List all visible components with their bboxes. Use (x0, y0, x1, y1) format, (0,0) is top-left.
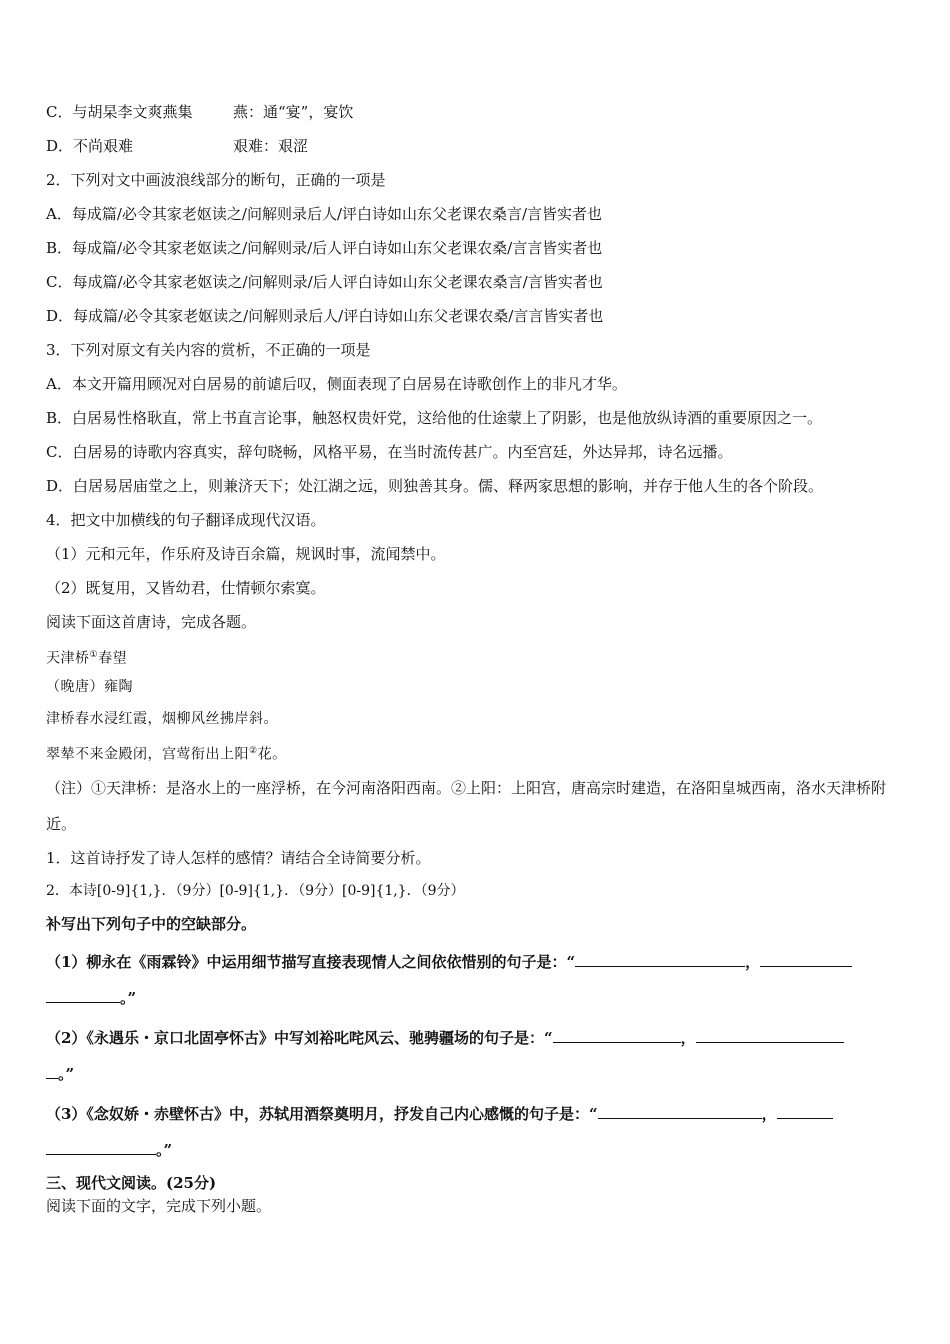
fill-item-1: （1）柳永在《雨霖铃》中运用细节描写直接表现情人之间依依惜别的句子是：“ ， 。” (46, 944, 908, 1016)
question-2-option-b: B．每成篇/必令其家老妪读之/问解则录/后人评白诗如山东父老课农桑/言言皆实者也 (46, 239, 603, 257)
question-3-option-a: A．本文开篇用顾况对白居易的前谑后叹，侧面表现了白居易在诗歌创作上的非凡才华。 (46, 375, 627, 393)
poem-question-2: 2．本诗[0-9]{1,}．（9分）[0-9]{1,}．（9分）[0-9]{1,}．（9分） (46, 883, 465, 899)
footnote-marker: ② (249, 746, 258, 756)
answer-blank[interactable] (760, 948, 852, 967)
question-2-option-c: C．每成篇/必令其家老妪读之/问解则录/后人评白诗如山东父老课农桑言/言皆实者也 (46, 273, 603, 291)
answer-blank[interactable] (696, 1024, 844, 1043)
question-2-option-d: D．每成篇/必令其家老妪读之/问解则录后人/评白诗如山东父老课农桑/言言皆实者也 (46, 307, 604, 325)
poem-line-2: 翠辇不来金殿闭，宫莺衔出上阳②花。 (46, 746, 287, 763)
question-2-stem: 2．下列对文中画波浪线部分的断句，正确的一项是 (46, 171, 386, 189)
fill-item-3: （3）《念奴娇・赤壁怀古》中，苏轼用酒祭奠明月，抒发自己内心感慨的句子是：“ ， 。” (46, 1096, 908, 1168)
option-label: D．不尚艰难 (46, 137, 134, 155)
poem-intro: 阅读下面这首唐诗，完成各题。 (46, 613, 257, 631)
document-page (46, 98, 908, 1218)
answer-blank-cont[interactable] (46, 1136, 156, 1155)
footnote-marker: ① (89, 650, 99, 660)
answer-blank-cont[interactable] (46, 1060, 58, 1079)
poem-note: （注）①天津桥：是洛水上的一座浮桥，在今河南洛阳西南。②上阳：上阳宫，唐高宗时建造，在洛阳皇城西南，洛水天津桥附近。 (46, 779, 887, 833)
question-4-item-1: （1）元和元年，作乐府及诗百余篇，规讽时事，流闻禁中。 (46, 545, 446, 563)
question-4-stem: 4．把文中加横线的句子翻译成现代汉语。 (46, 511, 326, 529)
poem-title: 天津桥①春望 (46, 650, 128, 667)
answer-blank-cont[interactable] (46, 984, 120, 1003)
poem-question-1: 1．这首诗抒发了诗人怎样的感情？请结合全诗简要分析。 (46, 849, 431, 867)
answer-blank[interactable] (553, 1024, 681, 1043)
poem-line-1: 津桥春水浸红霞，烟柳风丝拂岸斜。 (46, 711, 278, 727)
option-c-prev (46, 98, 908, 132)
fill-heading: 补写出下列句子中的空缺部分。 (46, 915, 257, 933)
answer-blank[interactable] (777, 1100, 833, 1119)
answer-blank[interactable] (598, 1100, 762, 1119)
question-3-option-c: C．白居易的诗歌内容真实，辞句晓畅，风格平易，在当时流传甚广。内至宫廷，外达异邦，诗名远播。 (46, 443, 733, 461)
answer-blank[interactable] (575, 948, 745, 967)
question-3-option-d: D．白居易居庙堂之上，则兼济天下；处江湖之远，则独善其身。儒、释两家思想的影响，并存于他人生的各个阶段。 (46, 477, 824, 495)
option-label: C．与胡杲李文爽燕集 (46, 103, 193, 121)
fill-item-2: （2）《永遇乐・京口北固亭怀古》中写刘裕叱咤风云、驰骋疆场的句子是：“ ， 。” (46, 1020, 908, 1092)
question-4-item-2: （2）既复用，又皆幼君，仕情顿尔索寞。 (46, 579, 326, 597)
section-3-intro: 阅读下面的文字，完成下列小题。 (46, 1197, 272, 1215)
section-3-heading: 三、现代文阅读。(25分) (46, 1174, 217, 1192)
question-2-option-a: A．每成篇/必令其家老妪读之/问解则录后人/评白诗如山东父老课农桑言/言皆实者也 (46, 205, 603, 223)
option-note: 燕：通“宴”，宴饮 (233, 103, 354, 121)
option-d-prev (46, 132, 908, 166)
option-note: 艰难：艰涩 (233, 137, 309, 155)
poem-author: （晚唐）雍陶 (46, 679, 133, 695)
question-3-option-b: B．白居易性格耿直，常上书直言论事，触怒权贵奸党，这给他的仕途蒙上了阴影，也是他放纵诗酒的重要原因之一。 (46, 409, 823, 427)
question-3-stem: 3．下列对原文有关内容的赏析，不正确的一项是 (46, 341, 371, 359)
